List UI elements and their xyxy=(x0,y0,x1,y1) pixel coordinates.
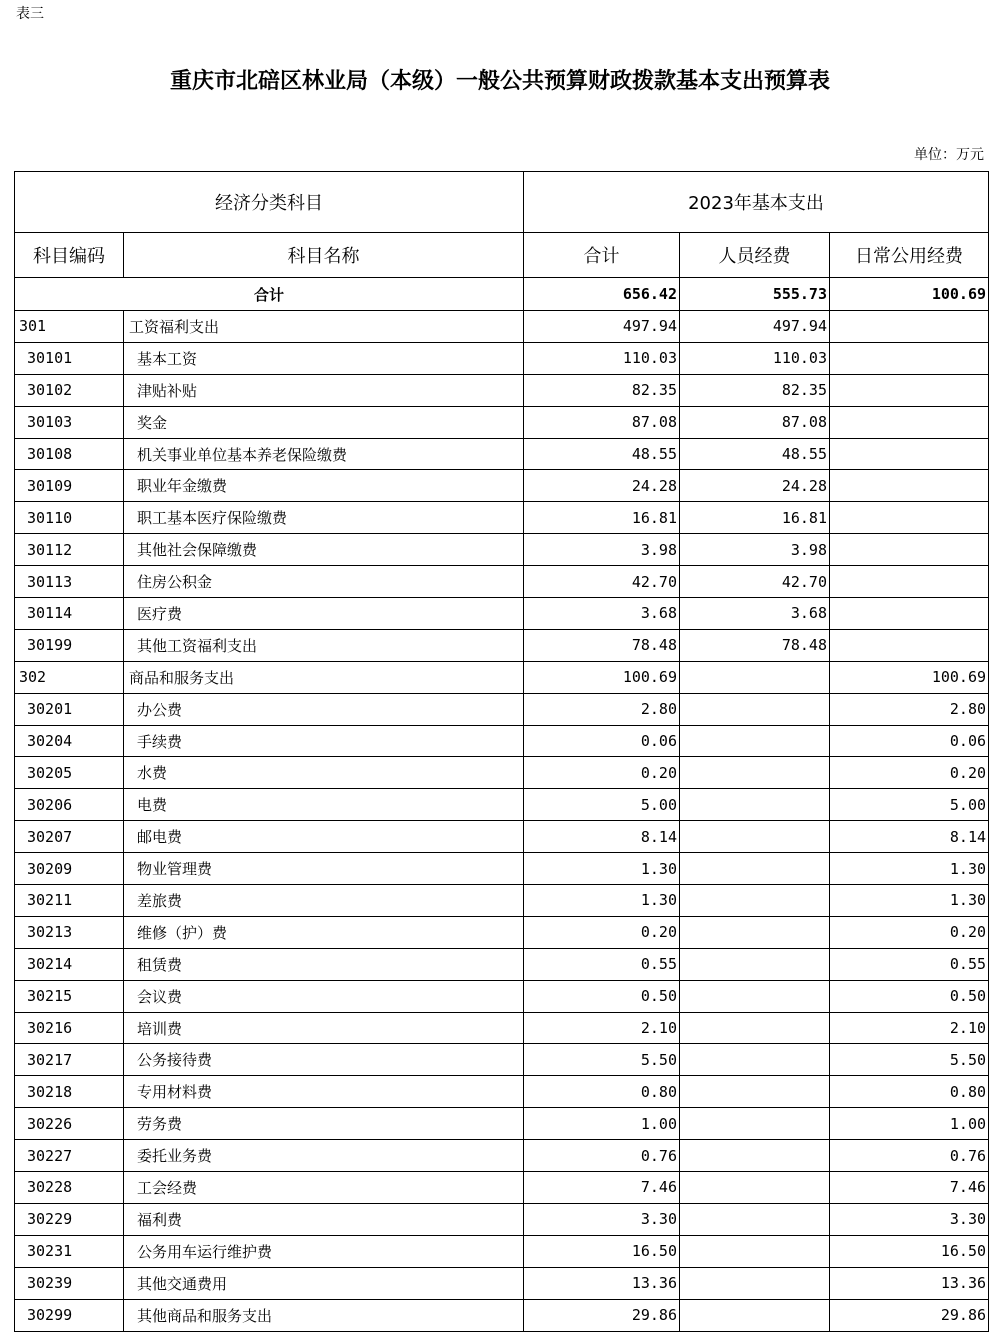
cell-total: 48.55 xyxy=(524,438,680,470)
cell-public xyxy=(830,502,989,534)
cell-name: 专用材料费 xyxy=(124,1076,524,1108)
table-number-label: 表三 xyxy=(16,6,44,22)
cell-code: 30103 xyxy=(15,406,124,438)
cell-name: 手续费 xyxy=(124,725,524,757)
table-row xyxy=(15,1108,989,1140)
table-row xyxy=(15,1044,989,1076)
total-public: 100.69 xyxy=(830,278,989,311)
cell-personnel xyxy=(680,1012,830,1044)
cell-public: 5.50 xyxy=(830,1044,989,1076)
cell-code: 30211 xyxy=(15,885,124,917)
column-header-public: 日常公用经费 xyxy=(830,233,989,278)
cell-public: 100.69 xyxy=(830,661,989,693)
cell-name: 其他工资福利支出 xyxy=(124,629,524,661)
cell-name: 委托业务费 xyxy=(124,1140,524,1172)
cell-name: 商品和服务支出 xyxy=(124,661,524,693)
table-row xyxy=(15,853,989,885)
cell-total: 82.35 xyxy=(524,374,680,406)
table-body xyxy=(15,311,989,1332)
cell-public: 2.80 xyxy=(830,693,989,725)
table-row xyxy=(15,629,989,661)
cell-total: 16.50 xyxy=(524,1235,680,1267)
cell-public: 13.36 xyxy=(830,1267,989,1299)
table-row xyxy=(15,1235,989,1267)
column-header-code: 科目编码 xyxy=(15,233,124,278)
cell-code: 302 xyxy=(15,661,124,693)
cell-personnel xyxy=(680,821,830,853)
cell-name: 福利费 xyxy=(124,1203,524,1235)
table-row xyxy=(15,789,989,821)
cell-public: 29.86 xyxy=(830,1299,989,1331)
cell-total: 7.46 xyxy=(524,1172,680,1204)
cell-public: 1.30 xyxy=(830,853,989,885)
table-row xyxy=(15,948,989,980)
cell-code: 30226 xyxy=(15,1108,124,1140)
cell-public xyxy=(830,598,989,630)
cell-code: 30213 xyxy=(15,916,124,948)
cell-name: 职业年金缴费 xyxy=(124,470,524,502)
header-row-columns xyxy=(15,233,989,278)
table-row xyxy=(15,470,989,502)
table-row xyxy=(15,598,989,630)
cell-code: 30299 xyxy=(15,1299,124,1331)
cell-personnel: 48.55 xyxy=(680,438,830,470)
cell-code: 30228 xyxy=(15,1172,124,1204)
cell-personnel xyxy=(680,1203,830,1235)
cell-public: 0.80 xyxy=(830,1076,989,1108)
cell-code: 30229 xyxy=(15,1203,124,1235)
cell-total: 78.48 xyxy=(524,629,680,661)
cell-public: 0.76 xyxy=(830,1140,989,1172)
cell-name: 公务接待费 xyxy=(124,1044,524,1076)
table-row xyxy=(15,534,989,566)
cell-personnel: 110.03 xyxy=(680,342,830,374)
cell-total: 13.36 xyxy=(524,1267,680,1299)
cell-personnel: 3.68 xyxy=(680,598,830,630)
cell-public: 3.30 xyxy=(830,1203,989,1235)
unit-label: 单位：万元 xyxy=(914,147,984,163)
cell-personnel: 87.08 xyxy=(680,406,830,438)
cell-code: 30231 xyxy=(15,1235,124,1267)
cell-name: 邮电费 xyxy=(124,821,524,853)
cell-name: 劳务费 xyxy=(124,1108,524,1140)
cell-name: 差旅费 xyxy=(124,885,524,917)
cell-public xyxy=(830,374,989,406)
cell-public: 1.30 xyxy=(830,885,989,917)
cell-total: 1.30 xyxy=(524,885,680,917)
cell-name: 公务用车运行维护费 xyxy=(124,1235,524,1267)
cell-total: 3.98 xyxy=(524,534,680,566)
cell-code: 30108 xyxy=(15,438,124,470)
cell-name: 机关事业单位基本养老保险缴费 xyxy=(124,438,524,470)
cell-code: 30218 xyxy=(15,1076,124,1108)
cell-personnel: 82.35 xyxy=(680,374,830,406)
table-row xyxy=(15,885,989,917)
cell-public xyxy=(830,342,989,374)
table-row xyxy=(15,661,989,693)
cell-name: 租赁费 xyxy=(124,948,524,980)
cell-total: 497.94 xyxy=(524,311,680,343)
cell-total: 24.28 xyxy=(524,470,680,502)
cell-public: 5.00 xyxy=(830,789,989,821)
cell-total: 3.68 xyxy=(524,598,680,630)
cell-personnel: 497.94 xyxy=(680,311,830,343)
cell-public xyxy=(830,566,989,598)
cell-personnel xyxy=(680,1108,830,1140)
cell-total: 5.50 xyxy=(524,1044,680,1076)
total-row xyxy=(15,278,989,311)
cell-name: 职工基本医疗保险缴费 xyxy=(124,502,524,534)
cell-code: 30209 xyxy=(15,853,124,885)
cell-name: 其他社会保障缴费 xyxy=(124,534,524,566)
table-row xyxy=(15,502,989,534)
cell-personnel xyxy=(680,1299,830,1331)
cell-total: 110.03 xyxy=(524,342,680,374)
table-row xyxy=(15,1140,989,1172)
cell-public xyxy=(830,438,989,470)
cell-public xyxy=(830,629,989,661)
cell-public xyxy=(830,311,989,343)
cell-name: 医疗费 xyxy=(124,598,524,630)
cell-public: 16.50 xyxy=(830,1235,989,1267)
cell-code: 30205 xyxy=(15,757,124,789)
cell-name: 工会经费 xyxy=(124,1172,524,1204)
cell-personnel xyxy=(680,1140,830,1172)
cell-code: 30201 xyxy=(15,693,124,725)
cell-personnel: 24.28 xyxy=(680,470,830,502)
cell-total: 0.20 xyxy=(524,757,680,789)
budget-table xyxy=(14,171,989,1332)
cell-public: 8.14 xyxy=(830,821,989,853)
table-row xyxy=(15,1267,989,1299)
cell-public xyxy=(830,470,989,502)
table-row xyxy=(15,916,989,948)
cell-total: 0.20 xyxy=(524,916,680,948)
cell-personnel xyxy=(680,1076,830,1108)
cell-total: 0.06 xyxy=(524,725,680,757)
page-title: 重庆市北碚区林业局（本级）一般公共预算财政拨款基本支出预算表 xyxy=(169,69,830,94)
cell-name: 办公费 xyxy=(124,693,524,725)
cell-personnel: 16.81 xyxy=(680,502,830,534)
cell-personnel xyxy=(680,789,830,821)
column-header-name: 科目名称 xyxy=(124,233,524,278)
cell-name: 基本工资 xyxy=(124,342,524,374)
cell-name: 物业管理费 xyxy=(124,853,524,885)
cell-total: 0.76 xyxy=(524,1140,680,1172)
cell-public xyxy=(830,406,989,438)
table-row xyxy=(15,1012,989,1044)
cell-total: 0.55 xyxy=(524,948,680,980)
table-row xyxy=(15,406,989,438)
cell-code: 30102 xyxy=(15,374,124,406)
cell-personnel: 42.70 xyxy=(680,566,830,598)
column-header-personnel: 人员经费 xyxy=(680,233,830,278)
cell-name: 住房公积金 xyxy=(124,566,524,598)
table-row xyxy=(15,725,989,757)
cell-public: 0.20 xyxy=(830,757,989,789)
table-row xyxy=(15,311,989,343)
cell-total: 29.86 xyxy=(524,1299,680,1331)
column-header-total: 合计 xyxy=(524,233,680,278)
cell-personnel xyxy=(680,980,830,1012)
cell-total: 16.81 xyxy=(524,502,680,534)
cell-total: 1.30 xyxy=(524,853,680,885)
cell-name: 奖金 xyxy=(124,406,524,438)
cell-total: 0.80 xyxy=(524,1076,680,1108)
table-row xyxy=(15,980,989,1012)
cell-personnel xyxy=(680,725,830,757)
cell-code: 30110 xyxy=(15,502,124,534)
table-row xyxy=(15,566,989,598)
cell-code: 30239 xyxy=(15,1267,124,1299)
cell-code: 30112 xyxy=(15,534,124,566)
cell-name: 会议费 xyxy=(124,980,524,1012)
cell-code: 30206 xyxy=(15,789,124,821)
cell-total: 2.80 xyxy=(524,693,680,725)
cell-name: 水费 xyxy=(124,757,524,789)
table-row xyxy=(15,693,989,725)
table-row xyxy=(15,1203,989,1235)
table-row xyxy=(15,374,989,406)
cell-personnel xyxy=(680,1267,830,1299)
cell-personnel xyxy=(680,1044,830,1076)
cell-personnel xyxy=(680,853,830,885)
cell-name: 其他交通费用 xyxy=(124,1267,524,1299)
cell-public xyxy=(830,534,989,566)
header-basic-expenditure: 2023年基本支出 xyxy=(524,172,989,233)
table-row xyxy=(15,1076,989,1108)
cell-personnel: 78.48 xyxy=(680,629,830,661)
cell-public: 7.46 xyxy=(830,1172,989,1204)
table-row xyxy=(15,438,989,470)
table-row xyxy=(15,342,989,374)
cell-code: 30227 xyxy=(15,1140,124,1172)
cell-public: 0.55 xyxy=(830,948,989,980)
cell-personnel: 3.98 xyxy=(680,534,830,566)
cell-code: 30207 xyxy=(15,821,124,853)
cell-code: 30214 xyxy=(15,948,124,980)
cell-total: 8.14 xyxy=(524,821,680,853)
cell-name: 津贴补贴 xyxy=(124,374,524,406)
total-amount: 656.42 xyxy=(524,278,680,311)
cell-personnel xyxy=(680,757,830,789)
cell-total: 100.69 xyxy=(524,661,680,693)
cell-personnel xyxy=(680,916,830,948)
cell-total: 2.10 xyxy=(524,1012,680,1044)
cell-total: 3.30 xyxy=(524,1203,680,1235)
table-row xyxy=(15,821,989,853)
table-row xyxy=(15,757,989,789)
cell-personnel xyxy=(680,693,830,725)
cell-total: 0.50 xyxy=(524,980,680,1012)
header-economic-category: 经济分类科目 xyxy=(15,172,524,233)
cell-code: 30199 xyxy=(15,629,124,661)
cell-public: 2.10 xyxy=(830,1012,989,1044)
cell-code: 30217 xyxy=(15,1044,124,1076)
cell-name: 其他商品和服务支出 xyxy=(124,1299,524,1331)
cell-name: 培训费 xyxy=(124,1012,524,1044)
cell-code: 30114 xyxy=(15,598,124,630)
cell-personnel xyxy=(680,1235,830,1267)
cell-public: 1.00 xyxy=(830,1108,989,1140)
total-label: 合计 xyxy=(15,278,524,311)
cell-total: 1.00 xyxy=(524,1108,680,1140)
table-row xyxy=(15,1299,989,1331)
cell-total: 5.00 xyxy=(524,789,680,821)
total-personnel: 555.73 xyxy=(680,278,830,311)
cell-personnel xyxy=(680,1172,830,1204)
table-row xyxy=(15,1172,989,1204)
cell-name: 电费 xyxy=(124,789,524,821)
cell-public: 0.06 xyxy=(830,725,989,757)
cell-name: 维修（护）费 xyxy=(124,916,524,948)
cell-code: 301 xyxy=(15,311,124,343)
cell-personnel xyxy=(680,885,830,917)
header-row-group xyxy=(15,172,989,233)
cell-public: 0.50 xyxy=(830,980,989,1012)
cell-total: 42.70 xyxy=(524,566,680,598)
cell-code: 30216 xyxy=(15,1012,124,1044)
cell-code: 30204 xyxy=(15,725,124,757)
cell-code: 30113 xyxy=(15,566,124,598)
cell-code: 30215 xyxy=(15,980,124,1012)
cell-code: 30109 xyxy=(15,470,124,502)
cell-personnel xyxy=(680,948,830,980)
cell-public: 0.20 xyxy=(830,916,989,948)
cell-personnel xyxy=(680,661,830,693)
cell-total: 87.08 xyxy=(524,406,680,438)
cell-name: 工资福利支出 xyxy=(124,311,524,343)
cell-code: 30101 xyxy=(15,342,124,374)
